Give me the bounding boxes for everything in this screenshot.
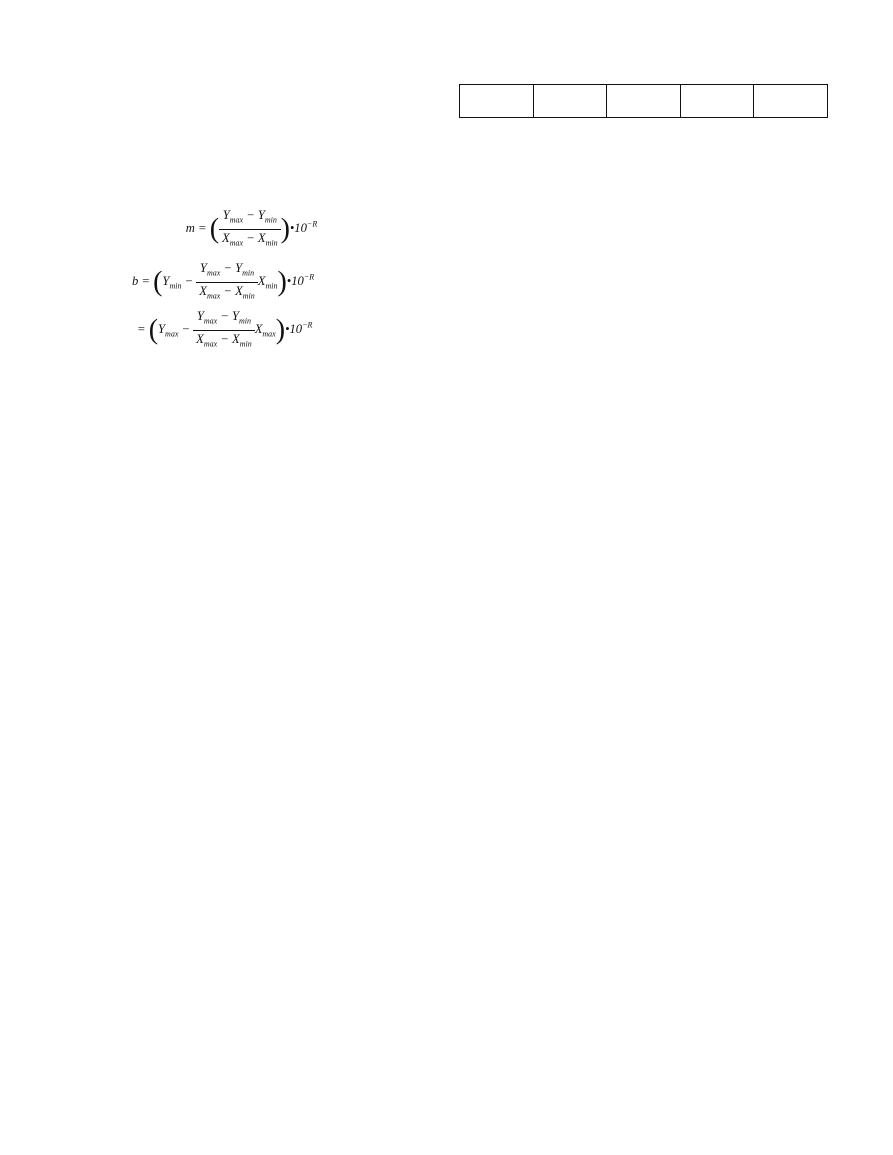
- header-b-rounded: [754, 85, 828, 118]
- results-table: [459, 84, 828, 118]
- left-column: [64, 78, 439, 358]
- equation-13: [64, 205, 439, 255]
- header-r: [460, 85, 534, 118]
- equation-14: [64, 260, 439, 352]
- equation-12b: [64, 174, 439, 200]
- right-column: [459, 78, 828, 260]
- equation-15: [459, 124, 828, 186]
- equation-line: = ($Y_{max}$ − $\frac{Y_{max} - Y_{min}}{X_{max} - X_{min}}$ $X_{max})•10^{-R}$: [132, 309, 313, 349]
- equation-11b: [64, 113, 439, 139]
- equation-16: [459, 192, 828, 254]
- equation-11a: [64, 83, 439, 109]
- equation-body: m = ( $\frac{Y_{max} - Y_{min}}{X_{max} - X_{min}}$ )$•10^{-R}$: [185, 208, 318, 248]
- header-m-calculated: [533, 85, 607, 118]
- equation-line: $b = (Y_{min}$ − $\frac{Y_{max} - Y_{min}}{X_{max} - X_{min}}$ $X_{min})•10^{-R}$: [132, 261, 315, 301]
- header-m-rounded: [680, 85, 754, 118]
- table-header-row: [460, 85, 828, 118]
- equation-12a: [64, 144, 439, 170]
- header-b-calculated: [607, 85, 681, 118]
